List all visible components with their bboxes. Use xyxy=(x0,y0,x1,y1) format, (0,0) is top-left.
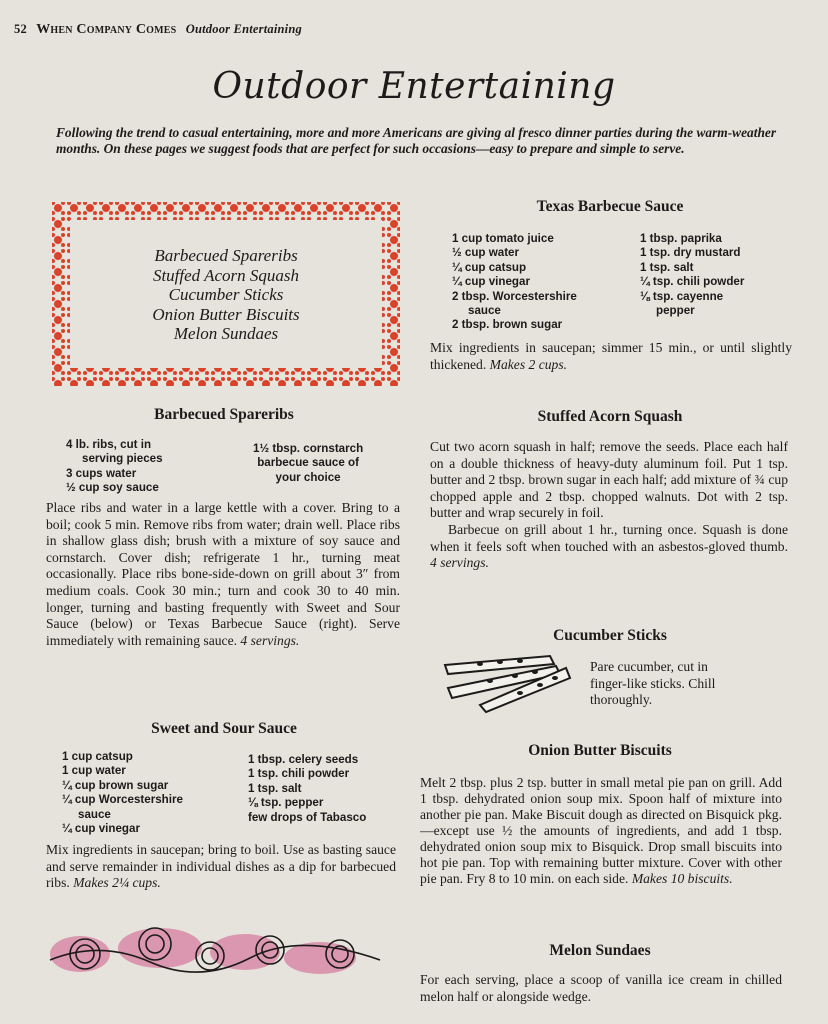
squash-directions xyxy=(430,439,788,572)
ingredient: sauce xyxy=(78,807,111,821)
yield-text: Makes 10 biscuits. xyxy=(631,871,733,886)
intro-paragraph: Following the trend to casual entertaining, more and more Americans are giving al fresco dinner parties during the warm-weather months. On these pages we suggest foods that are perfect for such occasions—easy to prepare and simple to serve. xyxy=(56,125,777,156)
ingredient: ⅛ tsp. pepper xyxy=(248,796,324,810)
running-header xyxy=(14,22,302,38)
ingredient: ¼ cup brown sugar xyxy=(62,778,169,792)
directions-text: Barbecue on grill about 1 hr., turning once. Squash is done when it feels soft when touched with an asbestos-gloved thumb. xyxy=(430,521,788,554)
menu-item: Stuffed Acorn Squash xyxy=(152,265,300,285)
yield-text: Makes 2 cups. xyxy=(489,356,568,372)
yield-text: 4 servings. xyxy=(240,632,300,648)
cucumber-illustration xyxy=(440,650,575,715)
ingredient: 3 cups water xyxy=(66,466,137,480)
ingredient: ¼ cup vinegar xyxy=(62,822,140,836)
sweet-sour-title: Sweet and Sour Sauce xyxy=(151,720,297,737)
ingredient: your choice xyxy=(275,470,341,484)
ingredient: ⅛ tsp. cayenne xyxy=(640,289,724,303)
cucumber-title: Cucumber Sticks xyxy=(553,627,667,644)
ingredient: ½ cup soy sauce xyxy=(66,481,159,495)
sundaes-directions: For each serving, place a scoop of vanilla ice cream in chilled melon half or alongside wedge. xyxy=(420,972,782,1004)
ingredient: 4 lb. ribs, cut in xyxy=(66,438,152,451)
ingredient: ½ cup water xyxy=(452,246,520,260)
directions-text: Cut two acorn squash in half; remove the seeds. Place each half on a double thickness of heavy-duty aluminum foil. Put 1 tsp. butter and 2 tbsp. brown sugar in each half; add mixture of ¾ cup chopped apple and 2 tbsp. chopped walnuts. Dot with 2 tsp. butter and wrap securely in foil. xyxy=(430,439,788,521)
ingredient: 1 tbsp. celery seeds xyxy=(248,753,359,766)
sweet-sour-directions xyxy=(46,842,396,892)
cucumber-directions: Pare cucumber, cut in finger-like sticks. Chill thoroughly. xyxy=(590,659,716,708)
texas-title: Texas Barbecue Sauce xyxy=(536,198,684,215)
sweet-sour-ingredients-right xyxy=(248,753,366,825)
flower-decoration xyxy=(40,912,390,992)
spareribs-ingredients-right xyxy=(253,442,363,485)
ingredient: 1 tsp. salt xyxy=(248,781,302,795)
ingredient: 1 cup tomato juice xyxy=(452,232,554,245)
ingredient: 1 cup catsup xyxy=(62,750,133,763)
ingredient: 1 tsp. salt xyxy=(640,260,694,274)
page-title: Outdoor Entertaining xyxy=(212,66,616,107)
directions-text: Mix ingredients in saucepan; bring to boil. Use as basting sauce and serve remainder in individual dishes as a dip for barbecued ribs. xyxy=(46,842,396,891)
sundaes-title: Melon Sundaes xyxy=(549,942,651,959)
menu-list xyxy=(50,246,402,344)
biscuits-title: Onion Butter Biscuits xyxy=(528,742,672,759)
directions-text: Mix ingredients in saucepan; simmer 15 min., or until slightly thickened. xyxy=(430,340,792,372)
ingredient: sauce xyxy=(468,304,501,318)
ingredient: ¼ cup vinegar xyxy=(452,275,530,289)
ingredient: 1 cup water xyxy=(62,764,126,778)
ingredient: pepper xyxy=(656,304,695,318)
spareribs-directions xyxy=(46,500,400,649)
spareribs-ingredients-left xyxy=(66,438,163,496)
ingredient: ¼ cup catsup xyxy=(452,260,527,274)
menu-item: Barbecued Spareribs xyxy=(154,246,298,265)
ingredient: 1 tsp. chili powder xyxy=(248,767,350,781)
menu-item: Melon Sundaes xyxy=(173,324,279,343)
book-title: When Company Comes xyxy=(36,22,177,37)
ingredient: 1½ tbsp. cornstarch xyxy=(253,442,364,455)
directions-text: Melt 2 tbsp. plus 2 tsp. butter in small metal pie pan on grill. Add 1 tbsp. dehydrated onion soup mix. Spoon half of mixture into another pie pan. Make Biscuit dough as directed on Bisquick pkg.—except use ½ the amounts of ingredients, and add 1 tbsp. dehydrated onion soup mix to Bisquick. Drop small biscuits into hot pie pan. Top with remaining butter mixture. Cover with other pie pan. Fry 8 to 10 min. on each side. xyxy=(420,775,782,886)
spareribs-title: Barbecued Spareribs xyxy=(154,406,294,423)
ingredient: 2 tbsp. Worcestershire xyxy=(452,289,577,303)
yield-text: Makes 2¼ cups. xyxy=(73,875,161,891)
ingredient: 1 tsp. dry mustard xyxy=(640,246,741,260)
sweet-sour-ingredients-left xyxy=(62,750,183,836)
ingredient: ¼ cup Worcestershire xyxy=(62,793,183,807)
ingredient: ¼ tsp. chili powder xyxy=(640,275,745,289)
yield-text: 4 servings. xyxy=(430,555,489,571)
menu-box xyxy=(50,200,402,388)
texas-ingredients-left xyxy=(452,232,577,333)
page-number: 52 xyxy=(14,22,27,36)
menu-item: Onion Butter Biscuits xyxy=(152,304,300,324)
texas-ingredients-right xyxy=(640,232,744,318)
directions-text: Place ribs and water in a large kettle with a cover. Bring to a boil; cook 5 min. Remove ribs from water; drain well. Place ribs in shallow glass dish; brush with a mixture of soy sauce and cornstarch. Cover dish; refrigerate 1 hr., turning meat occasionally. Place ribs bone-side-down on grill about 3″ from medium coals. Cook 30 min.; turn and cook 30 to 40 min. longer, turning and basting frequently with Sweet and Sour Sauce (below) or Texas Barbecue Sauce (right). Serve immediately with remaining sauce. xyxy=(46,500,400,648)
texas-directions xyxy=(430,340,792,373)
biscuits-directions xyxy=(420,775,782,887)
squash-title: Stuffed Acorn Squash xyxy=(537,408,683,425)
ingredient: 1 tbsp. paprika xyxy=(640,232,722,245)
section-name: Outdoor Entertaining xyxy=(185,22,302,36)
ingredient: 2 tbsp. brown sugar xyxy=(452,318,563,332)
menu-item: Cucumber Sticks xyxy=(168,285,284,304)
ingredient: serving pieces xyxy=(82,452,163,466)
ingredient: few drops of Tabasco xyxy=(248,810,367,824)
ingredient: barbecue sauce of xyxy=(257,456,359,470)
